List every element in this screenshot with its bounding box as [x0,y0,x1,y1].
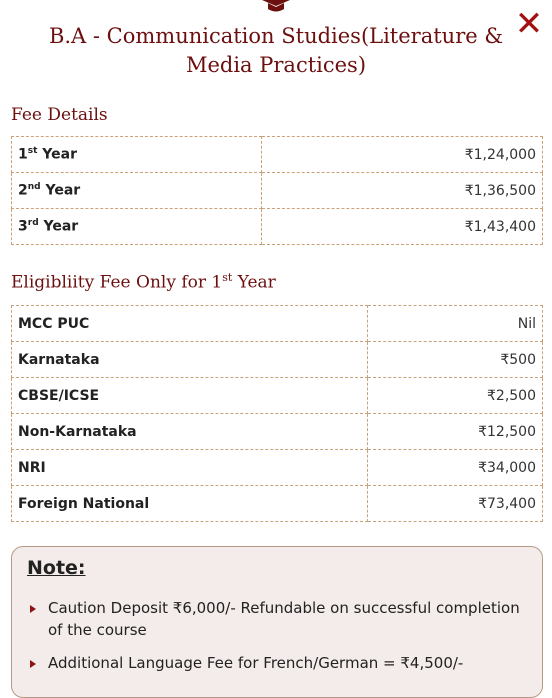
table-row [12,173,543,209]
fee-details-heading: Fee Details [11,105,108,125]
table-row [12,342,543,378]
fee-amount: ₹500 [367,342,542,378]
year-label: 2nd Year [12,173,262,209]
board-label: MCC PUC [12,306,368,342]
page-title: B.A - Communication Studies(Literature & Media Practices) [48,24,504,77]
board-label: CBSE/ICSE [12,378,368,414]
eligibility-fee-table [11,305,543,522]
fee-amount: Nil [367,306,542,342]
graduation-cap-icon [260,0,292,14]
table-row [12,378,543,414]
board-label: NRI [12,450,368,486]
year-label: 1st Year [12,137,262,173]
table-row [12,450,543,486]
fee-amount: ₹1,36,500 [262,173,543,209]
fee-amount: ₹12,500 [367,414,542,450]
triangle-bullet-icon [30,605,36,613]
list-item [30,652,530,674]
fee-amount: ₹1,24,000 [262,137,543,173]
close-button[interactable]: ✕ [514,4,544,44]
board-label: Non-Karnataka [12,414,368,450]
year-label: 3rd Year [12,209,262,245]
table-row [12,137,543,173]
fee-amount: ₹73,400 [367,486,542,522]
board-label: Karnataka [12,342,368,378]
fee-amount: ₹2,500 [367,378,542,414]
fee-amount: ₹34,000 [367,450,542,486]
triangle-bullet-icon [30,660,36,668]
table-row [12,306,543,342]
note-text: Additional Language Fee for French/German = ₹4,500/- [48,654,464,672]
table-row [12,209,543,245]
note-box [11,546,543,698]
table-row [12,414,543,450]
eligibility-heading: Eligibliity Fee Only for 1st Year [11,271,276,293]
fee-amount: ₹1,43,400 [262,209,543,245]
note-text: Caution Deposit ₹6,000/- Refundable on successful completion of the course [48,599,520,639]
fee-details-table [11,136,543,245]
table-row [12,486,543,522]
list-item [30,597,530,641]
board-label: Foreign National [12,486,368,522]
note-list [30,597,530,685]
note-heading: Note: [27,557,86,579]
